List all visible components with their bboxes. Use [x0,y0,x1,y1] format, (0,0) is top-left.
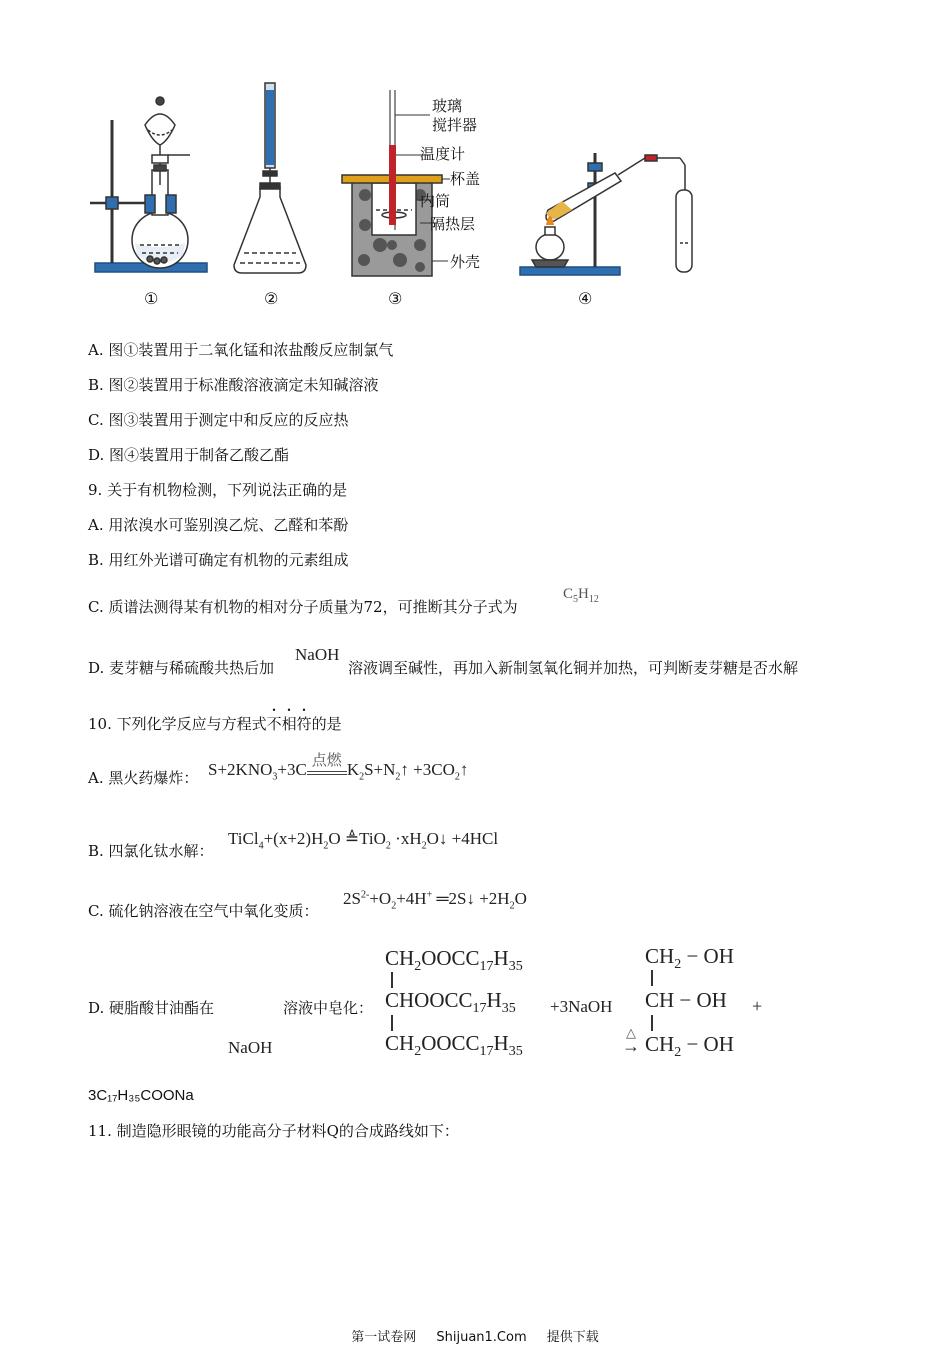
figure-1-apparatus [90,97,207,272]
q10-cond-a: 点燃 [311,751,342,769]
figure-label-1: ① [144,289,159,308]
callout-insulation: 隔热层 [430,215,476,233]
callout-inner: 内筒 [420,192,451,210]
q10-plus: + [752,996,763,1016]
callout-lid: 杯盖 [450,170,481,188]
figure-2-apparatus [234,83,306,273]
apparatus-figures [80,75,720,285]
q9-option-c: C. 质谱法测得某有机物的相对分子质量为72，可推断其分子式为 [88,598,518,616]
q9-option-b: B. 用红外光谱可确定有机物的元素组成 [88,551,349,569]
callout-shell: 外壳 [450,253,481,271]
q8-option-c: C. 图③装置用于测定中和反应的反应热 [88,411,349,429]
q10-eq-b: $TiCl_4+(x+2)H_2O$ ≜TiO$_2$ $\cdot xH_2O↓ +4HCl$ [228,829,499,852]
figure-4-apparatus [520,153,692,275]
page-footer [0,1326,950,1345]
footer-site-en[interactable]: Shijuan1.Com [436,1330,527,1345]
footer-tag: 提供下载 [546,1330,599,1345]
footer-site-cn: 第一试卷网 [351,1330,417,1345]
q10-option-a-label: A. 黑火药爆炸： [88,769,199,787]
q10-option-d-label: D. 硬脂酸甘油酯在 [88,999,215,1017]
q11-stem: 11. 制造隐形眼镜的功能高分子材料Q的合成路线如下： [88,1122,459,1140]
q9-naoh: NaOH [295,645,340,664]
q8-option-a: A. 图①装置用于二氧化锰和浓盐酸反应制氯气 [88,341,394,359]
q10-heat-cond: △ [626,1025,636,1040]
callout-thermometer: 温度计 [420,145,466,163]
q8-option-b: B. 图②装置用于标准酸溶液滴定未知碱溶液 [88,376,379,394]
q10-option-b-label: B. 四氯化钛水解： [88,842,214,860]
q10-emphasis: 不相符 [266,715,312,733]
q10-stem: 10. 下列化学反应与方程式不相符的是 [88,715,342,733]
callout-glass-2: 搅拌器 [432,116,478,134]
q9-option-a: A. 用浓溴水可鉴别溴乙烷、乙醛和苯酚 [88,516,349,534]
q10-eq-a: $S+2KNO_3+3C$ 点燃 $K_2S+N_2↑$ $+3CO_2↑$ [208,751,469,783]
q10-arrow: → [622,1036,640,1056]
q9-stem: 9. 关于有机物检测，下列说法正确的是 [88,481,348,499]
q10-reagent: +3NaOH [550,997,613,1016]
q8-option-d: D. 图④装置用于制备乙酸乙酯 [88,446,290,464]
q9-option-d-pre: D. 麦芽糖与稀硫酸共热后加 [88,659,275,677]
q10-naoh-below: NaOH [228,1038,273,1057]
q10-option-c-label: C. 硫化钠溶液在空气中氧化变质： [88,902,319,920]
figure-label-3: ③ [388,289,403,308]
figure-label-4: ④ [578,289,593,308]
figure-label-2: ② [264,289,279,308]
q10-eq-c: $2S^{2-}+O_2+4H^+$ ═2S↓ $+2H_2O$ [343,889,527,912]
q9-formula-c5h12: $C_5H_{12}$ [563,586,599,605]
callout-glass-1: 玻璃 [432,97,463,115]
q10-product-tail: 3C₁₇H₃₅COONa [88,1087,194,1104]
q10-option-d-mid: 溶液中皂化： [283,999,374,1017]
q9-option-d-post: 溶液调至碱性，再加入新制氢氧化铜并加热，可判断麦芽糖是否水解 [348,659,799,677]
